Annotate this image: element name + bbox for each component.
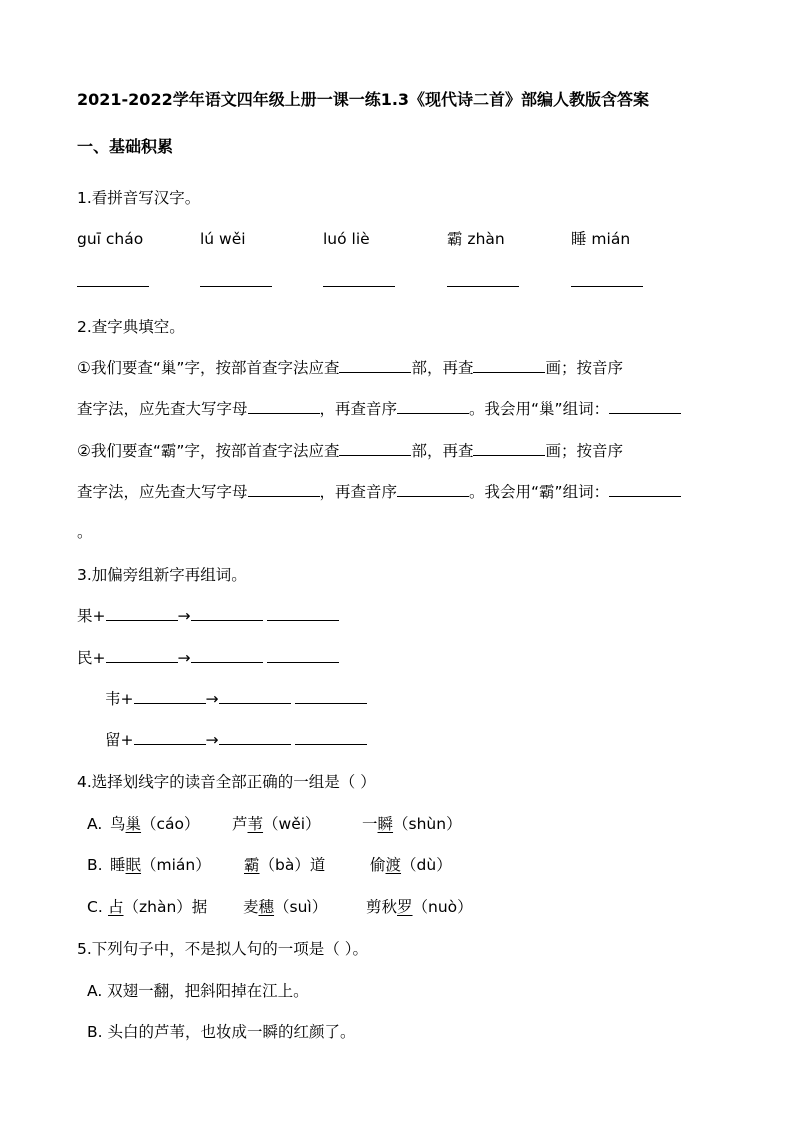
- q3-row: [77, 648, 339, 668]
- q4-option-a-label[interactable]: A.: [87, 815, 103, 833]
- answer-blank[interactable]: [267, 648, 339, 663]
- q1-answer-blank[interactable]: [323, 272, 395, 292]
- q3-char: 留+: [105, 731, 134, 749]
- answer-blank[interactable]: [295, 689, 367, 704]
- answer-blank[interactable]: [473, 441, 545, 456]
- q2-text: 查字法，应先查大写字母: [77, 400, 248, 418]
- answer-blank[interactable]: [267, 606, 339, 621]
- answer-blank[interactable]: [339, 441, 411, 456]
- q2-part1-line2: [77, 399, 681, 419]
- answer-blank[interactable]: [106, 648, 178, 663]
- q1-prompt: 1.看拼音写汉字。: [77, 189, 201, 207]
- q4-prompt: 4.选择划线字的读音全部正确的一组是（ ）: [77, 773, 376, 791]
- q3-char: 民+: [77, 649, 106, 667]
- q2-text: 画；按音序: [545, 442, 623, 460]
- answer-blank[interactable]: [191, 606, 263, 621]
- q5-option-a[interactable]: A. 双翅一翻，把斜阳掉在江上。: [87, 982, 309, 1000]
- q2-text: 。我会用“巢”组词：: [469, 400, 610, 418]
- q2-part2-line1: [77, 441, 623, 461]
- q1-pinyin-2: lú wěi: [200, 230, 246, 248]
- answer-blank[interactable]: [295, 730, 367, 745]
- q2-text: ，再查音序: [319, 400, 398, 418]
- answer-blank[interactable]: [219, 689, 291, 704]
- q1-answer-blank[interactable]: [571, 272, 643, 292]
- q2-text: 。我会用“霸”组词：: [469, 483, 610, 501]
- q4-option-a-word3: 一瞬（shùn）: [362, 815, 462, 833]
- answer-blank[interactable]: [134, 730, 206, 745]
- q2-text: 部，再查: [411, 359, 474, 377]
- q3-row: [105, 689, 367, 709]
- q4-option-b-word1: 睡眠（mián）: [110, 856, 211, 874]
- q1-pinyin-4: 霸 zhàn: [447, 230, 505, 248]
- q4-option-a-word1: 鸟巢（cáo）: [110, 815, 200, 833]
- arrow-icon: →: [177, 607, 191, 625]
- q4-option-c-word2: 麦穗（suì）: [243, 898, 328, 916]
- answer-blank[interactable]: [609, 399, 681, 414]
- answer-blank[interactable]: [106, 606, 178, 621]
- arrow-icon: →: [177, 649, 191, 667]
- q1-pinyin-5: 睡 mián: [571, 230, 631, 248]
- q5-option-b[interactable]: B. 头白的芦苇，也妆成一瞬的红颜了。: [87, 1023, 356, 1041]
- answer-blank[interactable]: [248, 482, 320, 497]
- q4-option-c-word1: 占（zhàn）据: [108, 898, 208, 916]
- arrow-icon: →: [205, 731, 219, 749]
- q2-part2-line2: [77, 482, 681, 502]
- answer-blank[interactable]: [397, 482, 469, 497]
- q2-prompt: 2.查字典填空。: [77, 318, 185, 336]
- answer-blank[interactable]: [609, 482, 681, 497]
- q2-text: ①我们要查“巢”字，按部首查字法应查: [77, 359, 340, 377]
- q4-option-a-word2: 芦苇（wěi）: [232, 815, 321, 833]
- answer-blank[interactable]: [473, 358, 545, 373]
- q1-answer-blank[interactable]: [77, 272, 149, 292]
- q4-option-c-word3: 剪秋罗（nuò）: [366, 898, 473, 916]
- q1-pinyin-1: guī cháo: [77, 230, 144, 248]
- section-heading: 一、基础积累: [77, 137, 174, 156]
- q2-end-mark: 。: [77, 523, 93, 541]
- q3-char: 果+: [77, 607, 106, 625]
- q4-option-c-label[interactable]: C.: [87, 898, 103, 916]
- answer-blank[interactable]: [339, 358, 411, 373]
- q1-pinyin-3: luó liè: [323, 230, 370, 248]
- q3-row: [105, 730, 367, 750]
- q4-option-b-label[interactable]: B.: [87, 856, 103, 874]
- answer-blank[interactable]: [219, 730, 291, 745]
- q2-text: ，再查音序: [319, 483, 398, 501]
- q2-text: 查字法，应先查大写字母: [77, 483, 248, 501]
- q1-answer-blank[interactable]: [200, 272, 272, 292]
- q5-prompt: 5.下列句子中，不是拟人句的一项是（ ）。: [77, 940, 368, 958]
- arrow-icon: →: [205, 690, 219, 708]
- page-title: 2021-2022学年语文四年级上册一课一练1.3《现代诗二首》部编人教版含答案: [77, 90, 650, 109]
- answer-blank[interactable]: [191, 648, 263, 663]
- q3-row: [77, 606, 339, 626]
- q2-part1-line1: [77, 358, 623, 378]
- q2-text: 画；按音序: [545, 359, 623, 377]
- q2-text: 部，再查: [411, 442, 474, 460]
- answer-blank[interactable]: [397, 399, 469, 414]
- q4-option-b-word3: 偷渡（dù）: [370, 856, 452, 874]
- q4-option-b-word2: 霸（bà）道: [244, 856, 326, 874]
- q2-text: ②我们要查“霸”字，按部首查字法应查: [77, 442, 340, 460]
- answer-blank[interactable]: [134, 689, 206, 704]
- q3-prompt: 3.加偏旁组新字再组词。: [77, 566, 247, 584]
- q3-char: 韦+: [105, 690, 134, 708]
- answer-blank[interactable]: [248, 399, 320, 414]
- q1-answer-blank[interactable]: [447, 272, 519, 292]
